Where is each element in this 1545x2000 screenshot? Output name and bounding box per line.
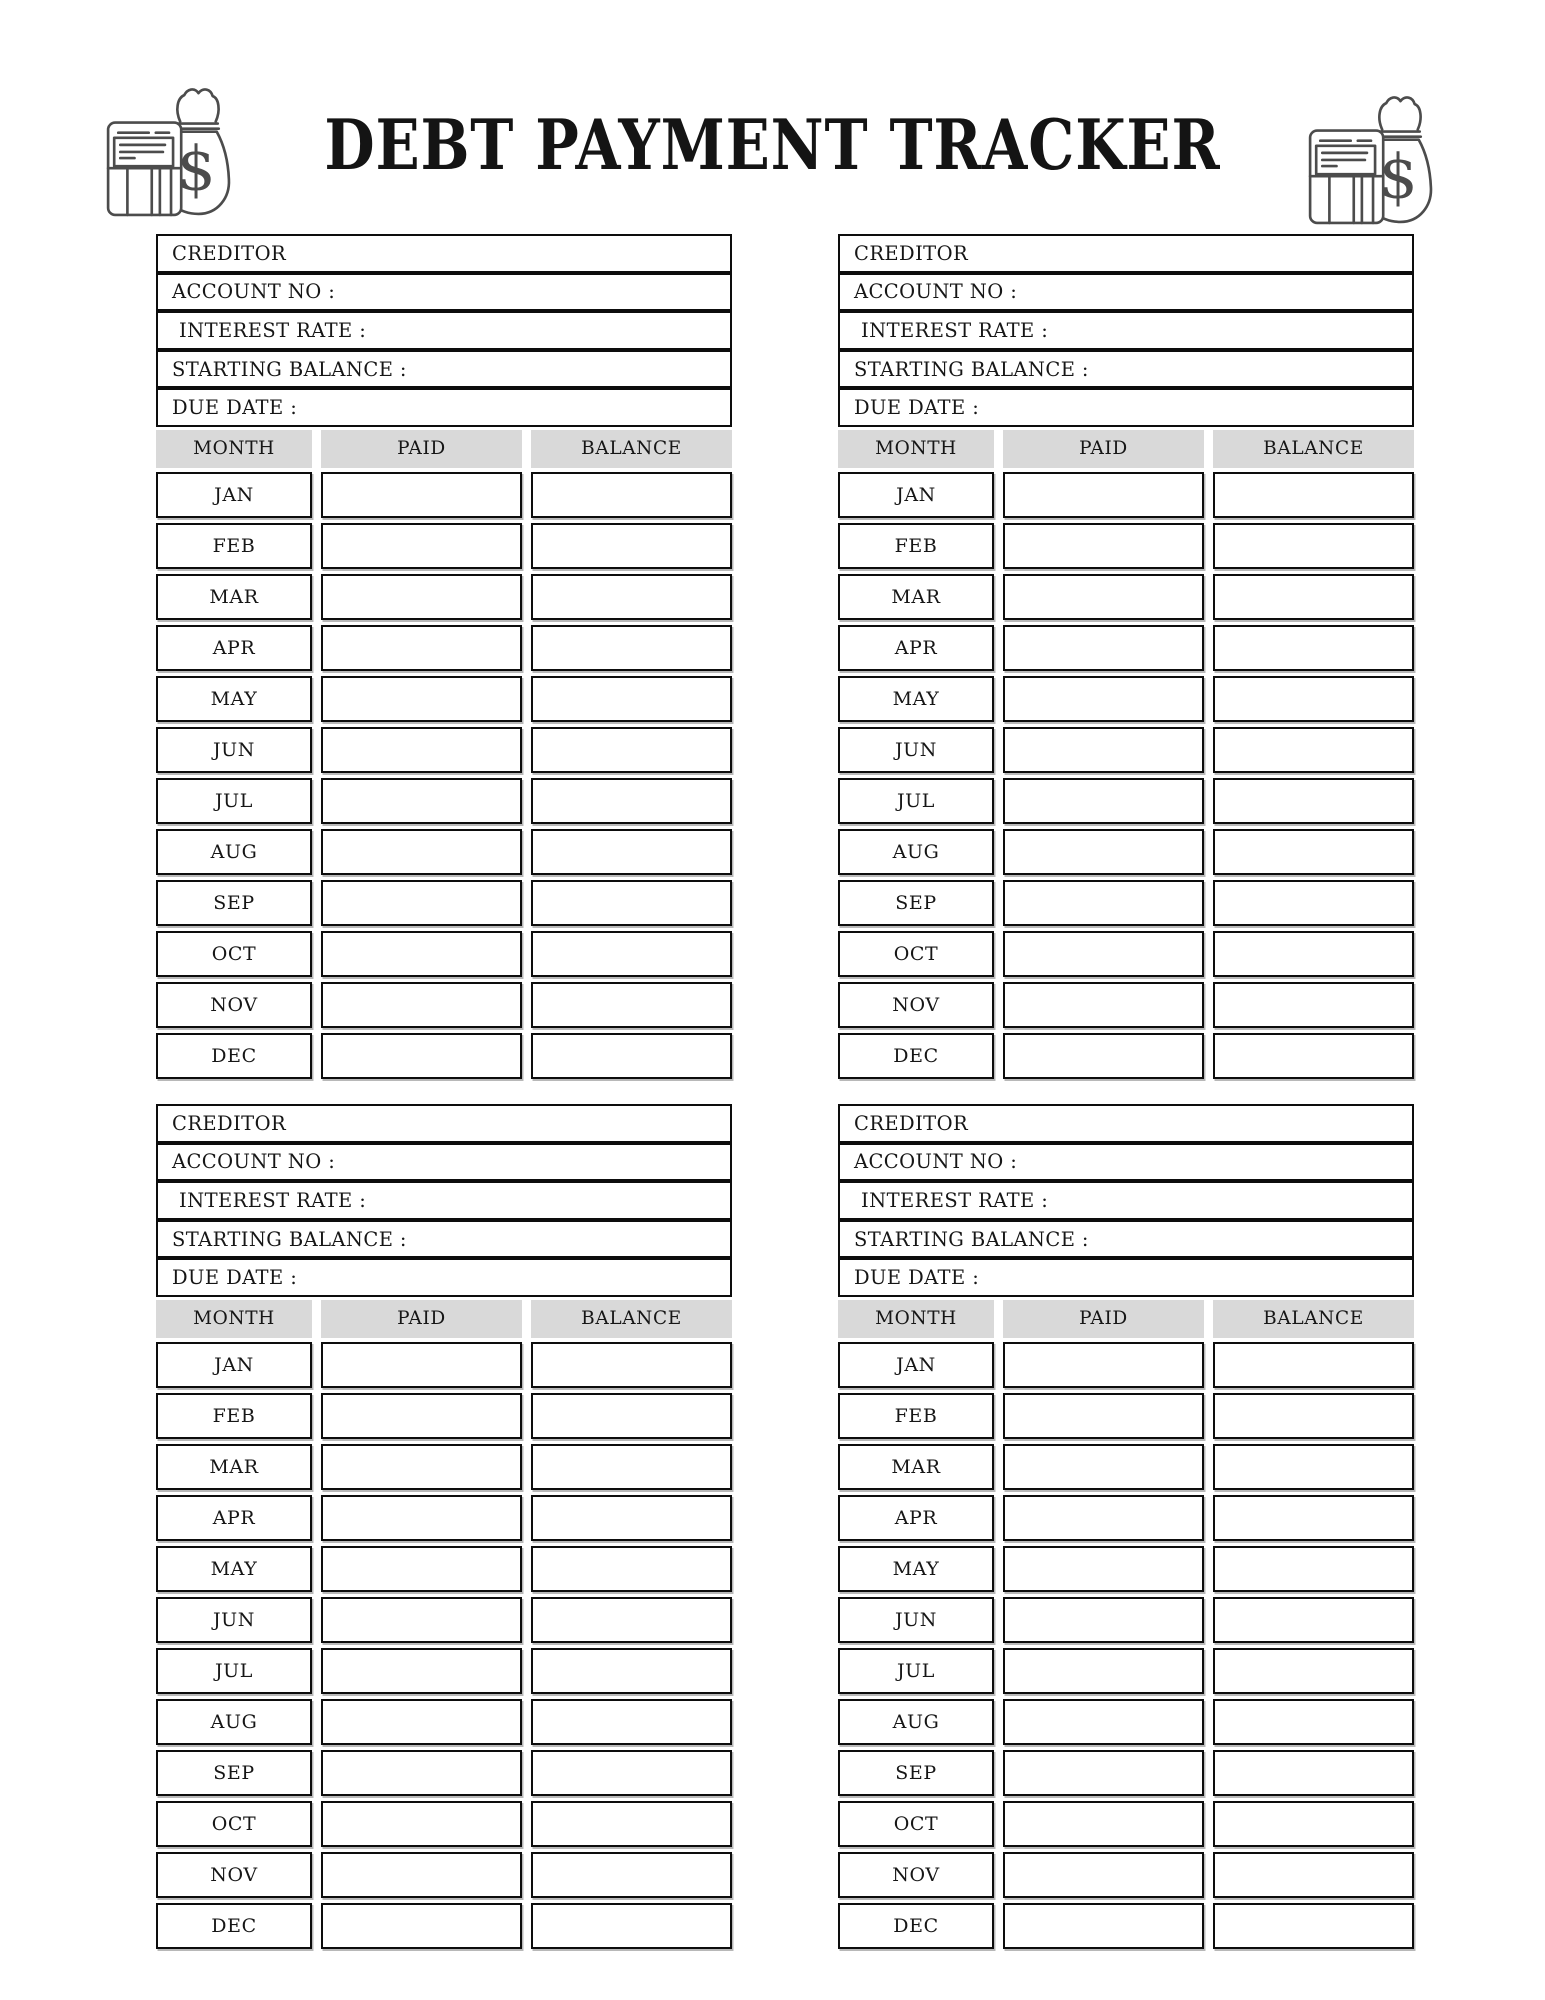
table-row <box>156 472 732 518</box>
interest-rate-row <box>838 311 1414 350</box>
paid-input[interactable] <box>1003 778 1204 824</box>
due-date-label: DUE DATE : <box>854 1266 980 1290</box>
starting-balance-row <box>156 1220 732 1259</box>
due-date-row <box>838 388 1414 427</box>
paid-input[interactable] <box>1003 1033 1204 1079</box>
month-cell: SEP <box>838 880 994 926</box>
month-column-header: MONTH <box>156 1300 312 1338</box>
balance-input[interactable] <box>531 1546 732 1592</box>
balance-column-header: BALANCE <box>1213 1300 1414 1338</box>
balance-input[interactable] <box>1213 472 1414 518</box>
table-header-row <box>838 430 1414 468</box>
table-row <box>156 1597 732 1643</box>
due-date-input[interactable] <box>297 1260 724 1295</box>
paid-column-header: PAID <box>321 1300 522 1338</box>
paid-input[interactable] <box>321 1342 522 1388</box>
paid-input[interactable] <box>321 727 522 773</box>
balance-input[interactable] <box>1213 1750 1414 1796</box>
paid-input[interactable] <box>321 1750 522 1796</box>
balance-input[interactable] <box>1213 625 1414 671</box>
month-cell: JUL <box>838 778 994 824</box>
table-row <box>838 676 1414 722</box>
paid-input[interactable] <box>321 1495 522 1541</box>
paid-column-header: PAID <box>1003 1300 1204 1338</box>
balance-input[interactable] <box>531 778 732 824</box>
creditor-input[interactable] <box>286 1106 724 1141</box>
due-date-row <box>156 1258 732 1297</box>
balance-column-header: BALANCE <box>531 1300 732 1338</box>
paid-input[interactable] <box>1003 472 1204 518</box>
table-row <box>838 778 1414 824</box>
paid-input[interactable] <box>321 1546 522 1592</box>
starting-balance-input[interactable] <box>407 352 724 387</box>
starting-balance-row <box>838 1220 1414 1259</box>
creditor-input[interactable] <box>968 236 1406 271</box>
paid-input[interactable] <box>1003 1903 1204 1949</box>
starting-balance-label: STARTING BALANCE : <box>854 1227 1089 1251</box>
interest-rate-row <box>156 1181 732 1220</box>
table-row <box>838 982 1414 1028</box>
balance-input[interactable] <box>531 829 732 875</box>
table-row <box>156 1699 732 1745</box>
balance-input[interactable] <box>1213 880 1414 926</box>
interest-rate-input[interactable] <box>1048 1183 1406 1218</box>
account-no-input[interactable] <box>1017 1145 1406 1180</box>
paid-input[interactable] <box>321 1801 522 1847</box>
table-row <box>156 1648 732 1694</box>
balance-input[interactable] <box>531 1393 732 1439</box>
balance-input[interactable] <box>1213 523 1414 569</box>
table-row <box>838 625 1414 671</box>
paid-input[interactable] <box>1003 1546 1204 1592</box>
starting-balance-row <box>838 350 1414 389</box>
table-header-row <box>156 430 732 468</box>
month-cell: DEC <box>156 1033 312 1079</box>
due-date-input[interactable] <box>979 1260 1406 1295</box>
table-row <box>838 1342 1414 1388</box>
month-cell: APR <box>838 1495 994 1541</box>
interest-rate-row <box>838 1181 1414 1220</box>
month-cell: JUL <box>156 1648 312 1694</box>
balance-input[interactable] <box>1213 1903 1414 1949</box>
table-row <box>838 1495 1414 1541</box>
paid-input[interactable] <box>1003 625 1204 671</box>
due-date-row <box>156 388 732 427</box>
paid-input[interactable] <box>1003 931 1204 977</box>
balance-input[interactable] <box>1213 727 1414 773</box>
table-row <box>838 1444 1414 1490</box>
account-no-input[interactable] <box>335 1145 724 1180</box>
balance-input[interactable] <box>531 982 732 1028</box>
creditor-label: CREDITOR <box>854 1111 969 1135</box>
month-cell: JUN <box>156 727 312 773</box>
creditor-row <box>838 234 1414 273</box>
balance-input[interactable] <box>1213 1546 1414 1592</box>
month-cell: OCT <box>838 931 994 977</box>
account-no-label: ACCOUNT NO : <box>172 1150 336 1174</box>
paid-input[interactable] <box>321 1699 522 1745</box>
paid-input[interactable] <box>1003 1597 1204 1643</box>
due-date-label: DUE DATE : <box>854 396 980 420</box>
interest-rate-label: INTEREST RATE : <box>861 318 1049 342</box>
balance-column-header: BALANCE <box>531 430 732 468</box>
table-row <box>156 931 732 977</box>
table-row <box>156 727 732 773</box>
account-no-row <box>156 273 732 312</box>
balance-input[interactable] <box>531 931 732 977</box>
account-no-row <box>156 1143 732 1182</box>
paid-input[interactable] <box>1003 880 1204 926</box>
creditor-label: CREDITOR <box>172 241 287 265</box>
month-cell: JUL <box>156 778 312 824</box>
table-row <box>156 1546 732 1592</box>
account-no-input[interactable] <box>1017 275 1406 310</box>
month-cell: DEC <box>838 1033 994 1079</box>
month-cell: NOV <box>838 982 994 1028</box>
account-no-label: ACCOUNT NO : <box>854 1150 1018 1174</box>
account-no-label: ACCOUNT NO : <box>172 280 336 304</box>
month-cell: JAN <box>838 472 994 518</box>
paid-input[interactable] <box>1003 982 1204 1028</box>
month-column-header: MONTH <box>838 430 994 468</box>
table-row <box>838 1597 1414 1643</box>
month-cell: JAN <box>156 1342 312 1388</box>
paid-input[interactable] <box>1003 1342 1204 1388</box>
table-row <box>156 829 732 875</box>
month-cell: APR <box>156 1495 312 1541</box>
page-title: DEBT PAYMENT TRACKER <box>324 105 1221 186</box>
balance-input[interactable] <box>531 727 732 773</box>
table-row <box>838 727 1414 773</box>
table-row <box>838 1033 1414 1079</box>
paid-input[interactable] <box>1003 574 1204 620</box>
balance-input[interactable] <box>531 574 732 620</box>
balance-input[interactable] <box>531 472 732 518</box>
paid-input[interactable] <box>1003 727 1204 773</box>
paid-input[interactable] <box>321 676 522 722</box>
month-cell: JUN <box>156 1597 312 1643</box>
balance-input[interactable] <box>531 1801 732 1847</box>
month-cell: AUG <box>156 829 312 875</box>
month-cell: APR <box>838 625 994 671</box>
table-row <box>838 880 1414 926</box>
interest-rate-label: INTEREST RATE : <box>861 1188 1049 1212</box>
month-cell: MAY <box>838 676 994 722</box>
month-cell: NOV <box>156 1852 312 1898</box>
paid-input[interactable] <box>321 625 522 671</box>
paid-input[interactable] <box>1003 1648 1204 1694</box>
month-cell: DEC <box>838 1903 994 1949</box>
table-row <box>156 982 732 1028</box>
account-no-row <box>838 273 1414 312</box>
balance-input[interactable] <box>1213 829 1414 875</box>
month-column-header: MONTH <box>156 430 312 468</box>
paid-input[interactable] <box>321 1852 522 1898</box>
paid-column-header: PAID <box>321 430 522 468</box>
balance-input[interactable] <box>1213 931 1414 977</box>
paid-input[interactable] <box>1003 1852 1204 1898</box>
balance-input[interactable] <box>531 1597 732 1643</box>
table-row <box>156 625 732 671</box>
due-date-label: DUE DATE : <box>172 1266 298 1290</box>
paid-input[interactable] <box>321 1033 522 1079</box>
balance-input[interactable] <box>531 1444 732 1490</box>
table-row <box>838 523 1414 569</box>
starting-balance-input[interactable] <box>1089 1222 1406 1257</box>
calculator-money-bag-icon <box>1306 94 1434 228</box>
paid-input[interactable] <box>321 1648 522 1694</box>
table-row <box>156 1852 732 1898</box>
month-cell: JAN <box>156 472 312 518</box>
creditor-label: CREDITOR <box>172 1111 287 1135</box>
balance-input[interactable] <box>531 1495 732 1541</box>
table-row <box>838 931 1414 977</box>
due-date-input[interactable] <box>297 390 724 425</box>
balance-input[interactable] <box>1213 1033 1414 1079</box>
creditor-row <box>156 234 732 273</box>
month-column-header: MONTH <box>838 1300 994 1338</box>
paid-input[interactable] <box>1003 1801 1204 1847</box>
debt-panel-top-right <box>838 234 1414 1079</box>
balance-input[interactable] <box>1213 1852 1414 1898</box>
starting-balance-input[interactable] <box>407 1222 724 1257</box>
month-cell: JUN <box>838 1597 994 1643</box>
balance-input[interactable] <box>1213 1444 1414 1490</box>
table-row <box>156 676 732 722</box>
starting-balance-label: STARTING BALANCE : <box>172 357 407 381</box>
creditor-row <box>156 1104 732 1143</box>
paid-column-header: PAID <box>1003 430 1204 468</box>
account-no-row <box>838 1143 1414 1182</box>
month-cell: JUN <box>838 727 994 773</box>
balance-input[interactable] <box>1213 1495 1414 1541</box>
debt-panel-bottom-left <box>156 1104 732 1949</box>
table-row <box>838 1852 1414 1898</box>
balance-input[interactable] <box>1213 1342 1414 1388</box>
table-row <box>156 1495 732 1541</box>
account-no-label: ACCOUNT NO : <box>854 280 1018 304</box>
month-cell: MAY <box>156 676 312 722</box>
interest-rate-label: INTEREST RATE : <box>179 318 367 342</box>
balance-input[interactable] <box>531 1699 732 1745</box>
due-date-row <box>838 1258 1414 1297</box>
paid-input[interactable] <box>1003 829 1204 875</box>
balance-input[interactable] <box>531 1903 732 1949</box>
starting-balance-label: STARTING BALANCE : <box>854 357 1089 381</box>
paid-input[interactable] <box>321 472 522 518</box>
month-cell: FEB <box>156 523 312 569</box>
balance-input[interactable] <box>1213 574 1414 620</box>
month-cell: MAR <box>156 574 312 620</box>
interest-rate-input[interactable] <box>366 313 724 348</box>
month-cell: MAR <box>838 1444 994 1490</box>
table-row <box>156 523 732 569</box>
table-row <box>156 1903 732 1949</box>
paid-input[interactable] <box>321 1444 522 1490</box>
table-row <box>838 574 1414 620</box>
table-row <box>156 1342 732 1388</box>
dollar-glyph: $ <box>177 133 216 205</box>
interest-rate-label: INTEREST RATE : <box>179 1188 367 1212</box>
paid-input[interactable] <box>1003 1444 1204 1490</box>
month-cell: SEP <box>156 1750 312 1796</box>
month-cell: FEB <box>838 523 994 569</box>
month-cell: NOV <box>156 982 312 1028</box>
balance-input[interactable] <box>531 880 732 926</box>
table-row <box>838 472 1414 518</box>
balance-input[interactable] <box>531 1033 732 1079</box>
table-row <box>156 1033 732 1079</box>
paid-input[interactable] <box>321 829 522 875</box>
paid-input[interactable] <box>321 1597 522 1643</box>
month-cell: MAY <box>156 1546 312 1592</box>
table-row <box>838 1648 1414 1694</box>
due-date-input[interactable] <box>979 390 1406 425</box>
balance-input[interactable] <box>1213 1393 1414 1439</box>
creditor-label: CREDITOR <box>854 241 969 265</box>
due-date-label: DUE DATE : <box>172 396 298 420</box>
month-cell: AUG <box>838 829 994 875</box>
balance-input[interactable] <box>531 1750 732 1796</box>
month-cell: SEP <box>156 880 312 926</box>
table-row <box>156 1393 732 1439</box>
month-cell: MAY <box>838 1546 994 1592</box>
balance-input[interactable] <box>531 1852 732 1898</box>
month-cell: MAR <box>156 1444 312 1490</box>
balance-input[interactable] <box>1213 982 1414 1028</box>
table-row <box>156 1750 732 1796</box>
paid-input[interactable] <box>1003 1393 1204 1439</box>
table-row <box>838 1699 1414 1745</box>
month-cell: FEB <box>156 1393 312 1439</box>
paid-input[interactable] <box>1003 1750 1204 1796</box>
balance-input[interactable] <box>531 523 732 569</box>
balance-input[interactable] <box>531 1342 732 1388</box>
month-cell: SEP <box>838 1750 994 1796</box>
month-cell: JAN <box>838 1342 994 1388</box>
paid-input[interactable] <box>321 982 522 1028</box>
table-row <box>838 829 1414 875</box>
starting-balance-row <box>156 350 732 389</box>
paid-input[interactable] <box>1003 523 1204 569</box>
debt-panel-bottom-right <box>838 1104 1414 1949</box>
creditor-row <box>838 1104 1414 1143</box>
interest-rate-input[interactable] <box>1048 313 1406 348</box>
month-cell: APR <box>156 625 312 671</box>
balance-input[interactable] <box>1213 1648 1414 1694</box>
month-cell: AUG <box>838 1699 994 1745</box>
paid-input[interactable] <box>321 778 522 824</box>
month-cell: OCT <box>156 1801 312 1847</box>
paid-input[interactable] <box>1003 676 1204 722</box>
paid-input[interactable] <box>1003 1699 1204 1745</box>
balance-input[interactable] <box>1213 1801 1414 1847</box>
balance-input[interactable] <box>1213 1597 1414 1643</box>
balance-input[interactable] <box>1213 778 1414 824</box>
paid-input[interactable] <box>1003 1495 1204 1541</box>
month-cell: OCT <box>838 1801 994 1847</box>
paid-input[interactable] <box>321 931 522 977</box>
table-header-row <box>838 1300 1414 1338</box>
month-cell: MAR <box>838 574 994 620</box>
table-row <box>838 1903 1414 1949</box>
interest-rate-input[interactable] <box>366 1183 724 1218</box>
month-cell: OCT <box>156 931 312 977</box>
balance-input[interactable] <box>531 676 732 722</box>
starting-balance-label: STARTING BALANCE : <box>172 1227 407 1251</box>
dollar-glyph: $ <box>1379 141 1418 213</box>
table-header-row <box>156 1300 732 1338</box>
month-cell: JUL <box>838 1648 994 1694</box>
month-cell: FEB <box>838 1393 994 1439</box>
balance-input[interactable] <box>531 1648 732 1694</box>
starting-balance-input[interactable] <box>1089 352 1406 387</box>
table-row <box>156 778 732 824</box>
paid-input[interactable] <box>321 574 522 620</box>
month-cell: NOV <box>838 1852 994 1898</box>
table-row <box>838 1801 1414 1847</box>
debt-panel-top-left <box>156 234 732 1079</box>
paid-input[interactable] <box>321 523 522 569</box>
creditor-input[interactable] <box>968 1106 1406 1141</box>
table-row <box>156 574 732 620</box>
table-row <box>156 880 732 926</box>
creditor-input[interactable] <box>286 236 724 271</box>
balance-column-header: BALANCE <box>1213 430 1414 468</box>
balance-input[interactable] <box>1213 676 1414 722</box>
month-cell: DEC <box>156 1903 312 1949</box>
table-row <box>156 1444 732 1490</box>
balance-input[interactable] <box>1213 1699 1414 1745</box>
month-cell: AUG <box>156 1699 312 1745</box>
paid-input[interactable] <box>321 1393 522 1439</box>
table-row <box>838 1393 1414 1439</box>
paid-input[interactable] <box>321 880 522 926</box>
interest-rate-row <box>156 311 732 350</box>
account-no-input[interactable] <box>335 275 724 310</box>
table-row <box>838 1546 1414 1592</box>
table-row <box>156 1801 732 1847</box>
balance-input[interactable] <box>531 625 732 671</box>
table-row <box>838 1750 1414 1796</box>
paid-input[interactable] <box>321 1903 522 1949</box>
